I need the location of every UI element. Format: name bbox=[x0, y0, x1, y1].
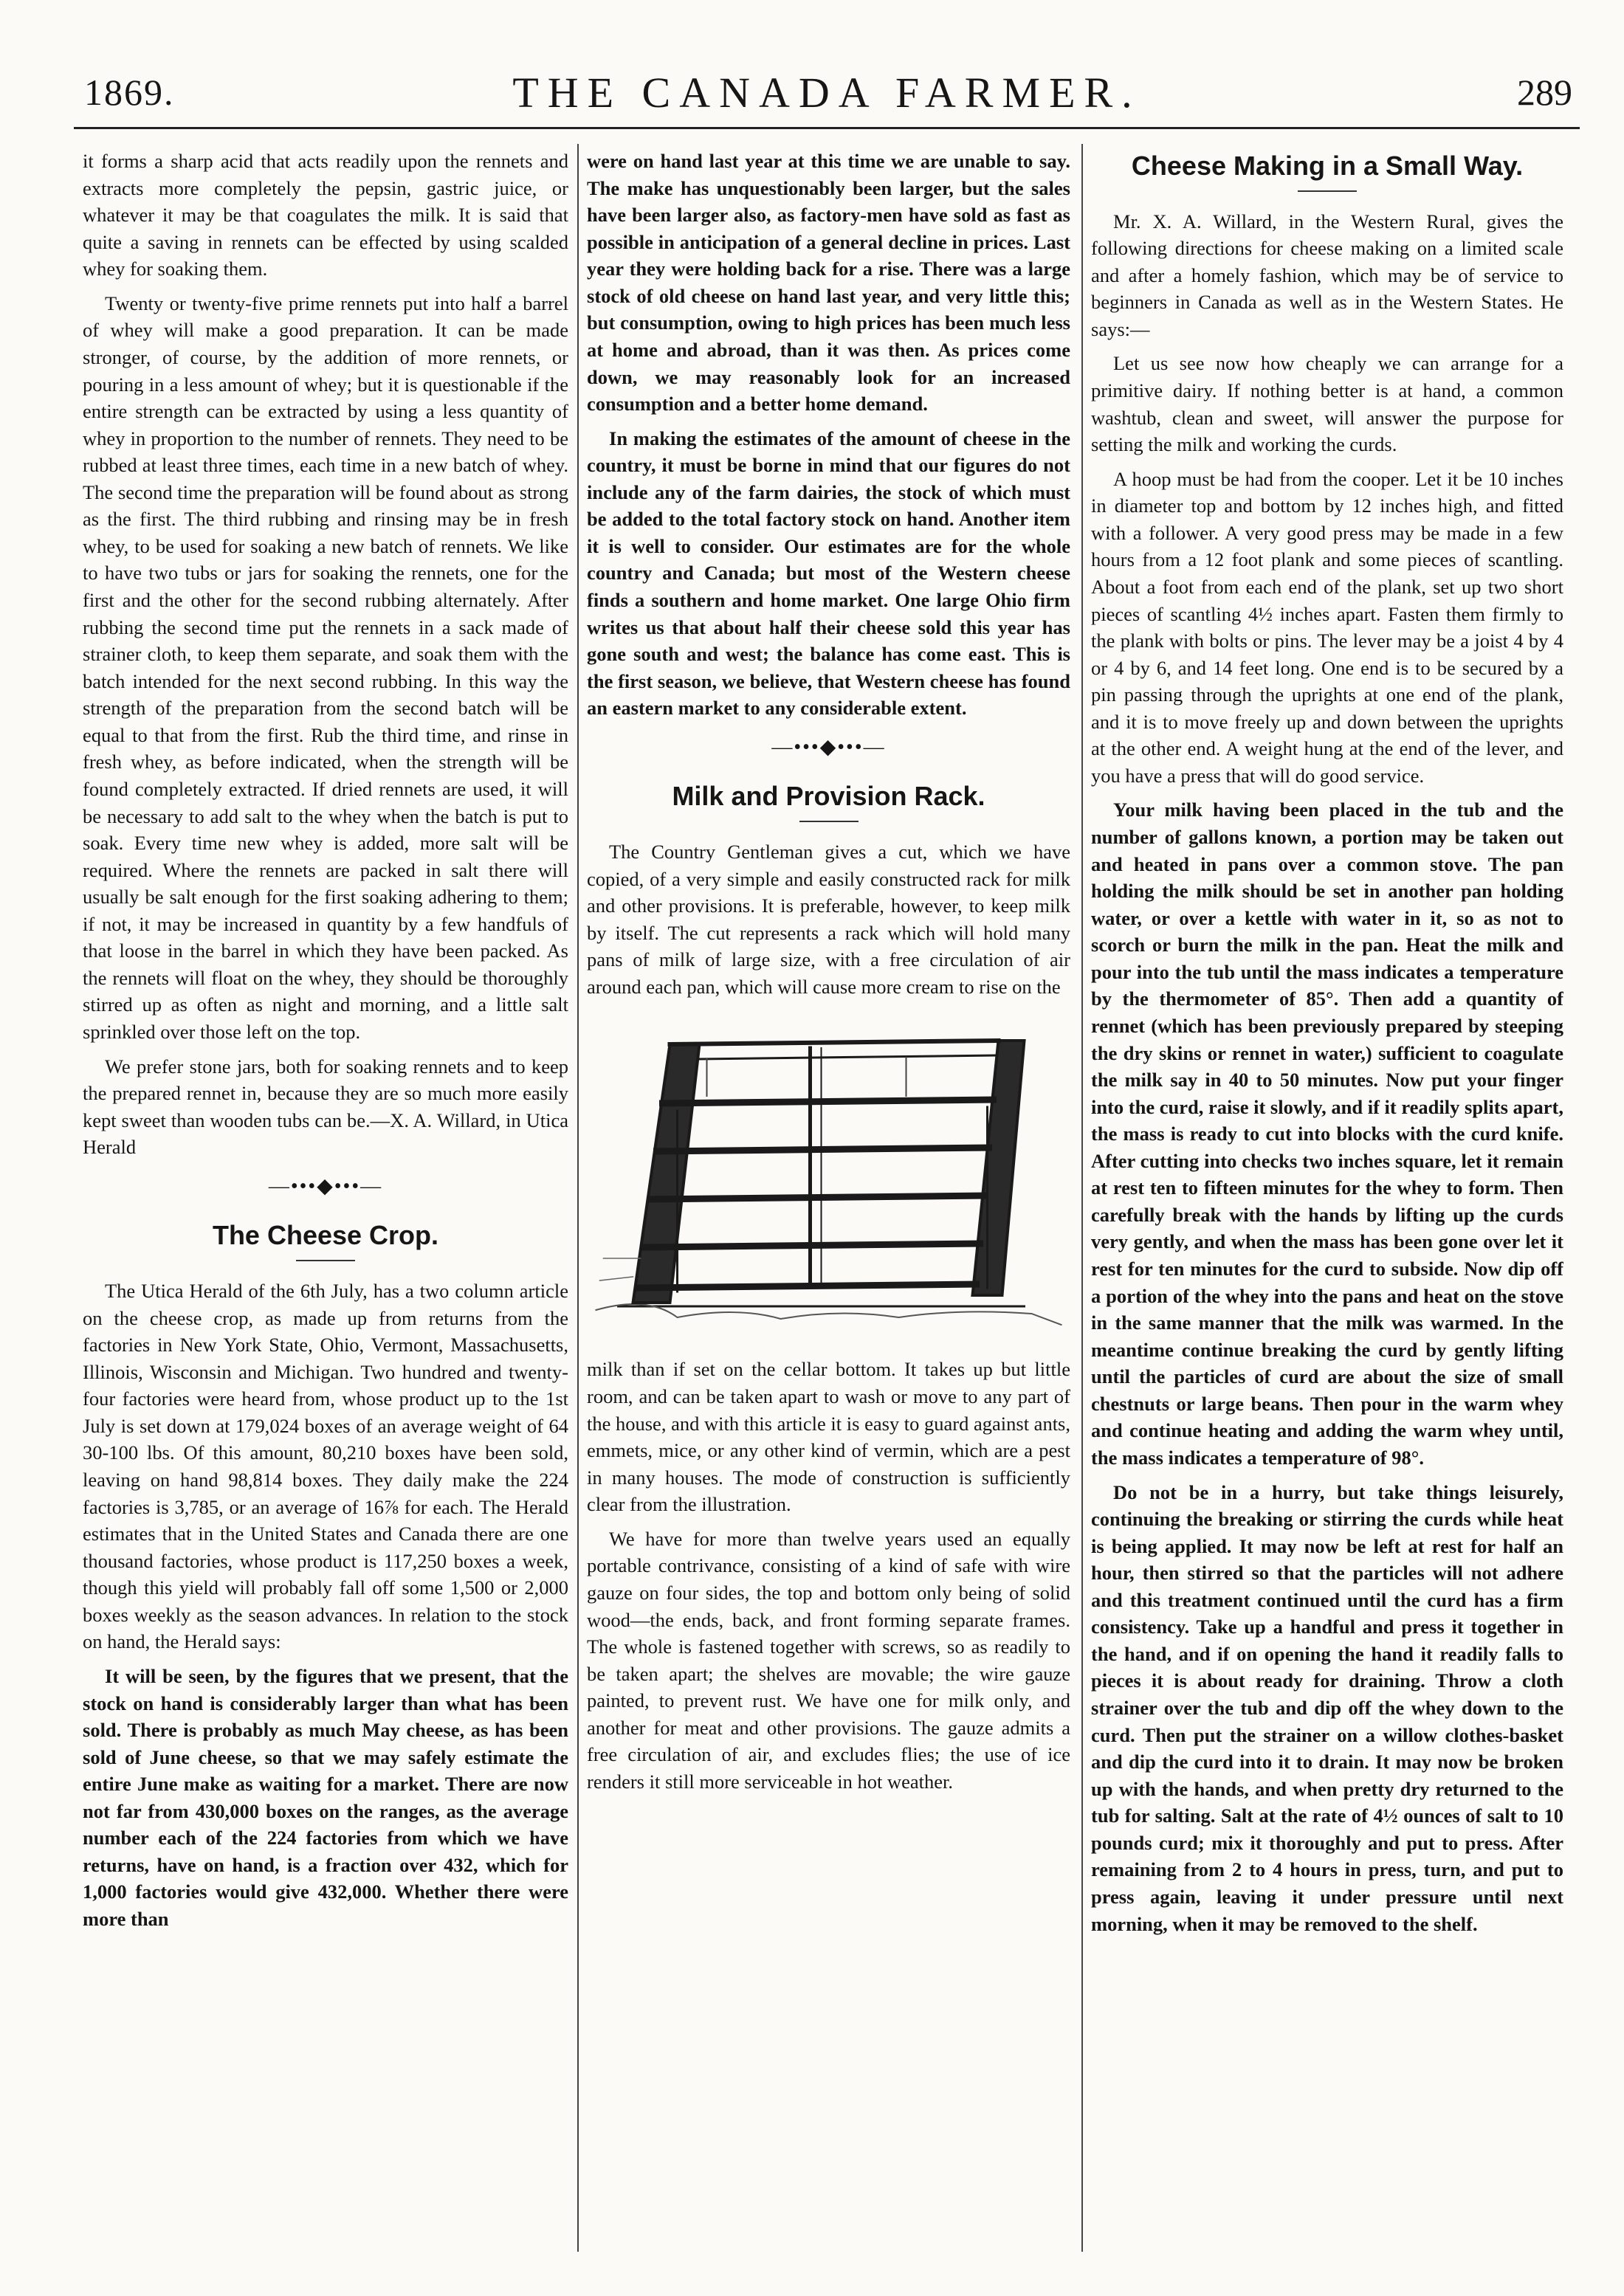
article-paragraph: Do not be in a hurry, but take things leisurely, continuing the breaking or stirring the curds while heat is being applied. It may now be left at rest for half an hour, then stirred so that the particles will not adhere and this treatment continued until the curd has a firm consistency. Take up a handful and press it together in the hand, and if on opening the hand it readily falls to pieces it is about ready for draining. Throw a cloth strainer over the tub and dip off the whey down to the curd. Then put the strainer on a willow clothes-basket and dip the curd into it to drain. It may now be broken up with the hands, and when pretty dry returned to the tub for salting. Salt at the rate of 4½ ounces of salt to 10 pounds curd; mix it thoroughly and put to press. After remaining from 2 to 4 hours in press, turn, and put to press again, leaving it under pressure until next morning, when it may be removed to the shelf. bbox=[1091, 1480, 1563, 1935]
column-divider bbox=[1081, 144, 1083, 2252]
heading-cheese-crop: The Cheese Crop. bbox=[212, 1220, 439, 1251]
heading-milk-rack: Milk and Provision Rack. bbox=[672, 781, 985, 812]
section-ornament: —•••◆•••— bbox=[268, 1174, 383, 1198]
article-paragraph: The Country Gentleman gives a cut, which we have copied, of a very simple and easily constructed rack for milk and other provisions. It is preferable, however, to keep milk by itself. The cut represents a rack which will hold many pans of milk of large size, with a free circulation of air around each pan, which will cause more cream to rise on the bbox=[587, 841, 1070, 998]
column-divider bbox=[577, 144, 579, 2252]
article-paragraph: were on hand last year at this time we are unable to say. The make has unquestionably been larger, but the sales have been larger also, as factory-men have sold as fast as possible in anticipation of a general decline in prices. Last year they were holding back for a rise. There was a large stock of old cheese on hand last year, and very little this; but consumption, owing to high prices has been much less at home and abroad, than it was then. As prices come down, we may reasonably look for an increased consumption and a better home demand. bbox=[587, 150, 1070, 416]
heading-rule bbox=[799, 821, 859, 822]
article-paragraph: Your milk having been placed in the tub and the number of gallons known, a portion may be taken out and heated in pans over a common stove. The pan holding the milk should be set in another pan holding water, or over a kettle with water in it, so as not to scorch or burn the milk in the pan. Heat the milk and pour into the tub until the mass indicates a temperature by the thermometer of 85°. Then add a quantity of rennet (which has been previously prepared by steeping the dry skins or rennet in water,) sufficient to coagulate the milk say in 40 to 50 minutes. Now put your finger into the curd, raise it slowly, and if it readily splits apart, the mass is ready to cut into blocks with the curd knife. After cutting into checks two inches square, let it remain at rest ten to fifteen minutes for the whey to form. Then carefully break with the hands by lifting up the curds very gently, and when the mass has been gone over let it rest for ten minutes for the curd to subside. Now dip off a portion of the whey into the pans and heat on the stove in the same manner that the milk was warmed. In the meantime continue breaking the curd by gently lifting until the particles of curd are about the size of small chestnuts or large beans. Then pour in the warm whey and continue heating and adding the warm whey until, the mass indicates a temperature of 98°. bbox=[1091, 799, 1563, 1469]
milk-rack-engraving bbox=[587, 1015, 1070, 1340]
article-paragraph: The Utica Herald of the 6th July, has a two column article on the cheese crop, as made up from returns from the factories in New York State, Ohio, Vermont, Massachusetts, Illinois, Wisconsin and Michigan. Two hundred and twenty-four factories were heard from, whose product up to the 1st July is set down at 179,024 boxes of an average weight of 64 30-100 lbs. Of this amount, 80,210 boxes have been sold, leaving on hand 98,814 boxes. They daily make the 224 factories is 3,785, or an average of 16⅞ for each. The Herald estimates that in the United States and Canada there are one thousand factories, whose product is 117,250 boxes a week, though this yield will probably fall off some 1,500 or 2,000 boxes weekly as the season advances. In relation to the stock on hand, the Herald says: bbox=[83, 1280, 568, 1653]
article-paragraph: Let us see now how cheaply we can arrange for a primitive dairy. If nothing better is at hand, a common washtub, clean and sweet, will answer the purpose for setting the milk and working the curds. bbox=[1091, 352, 1563, 456]
column-left bbox=[83, 148, 568, 2252]
article-paragraph: A hoop must be had from the cooper. Let it be 10 inches in diameter top and bottom by 12 inches high, and fitted with a follower. A very good press may be made in a few hours from a 12 foot plank and some pieces of scantling. About a foot from each end of the plank, set up two short pieces of scantling 4½ inches apart. Fasten them firmly to the plank with bolts or pins. The lever may be a joist 4 by 4 or 4 by 6, and 14 feet long. One end is to be secured by a pin passing through the uprights at one end of the plank, and it is to move freely up and down between the uprights at the other end. A weight hung at the end of the lever, and you have a press that will do good service. bbox=[1091, 467, 1563, 787]
article-paragraph: Twenty or twenty-five prime rennets put into half a barrel of whey will make a good preparation. It can be made stronger, of course, by the addition of more rennets, or pouring in a less amount of whey; but it is questionable if the entire strength can be extracted by using a less quantity of whey in proportion to the number of rennets. They need to be rubbed at least three times, each time in a new batch of whey. The second time the preparation will be found about as strong as the first. The third rubbing and rinsing may be in fresh whey, to be used for soaking a new batch of rennets. We like to have two tubs or jars for soaking the rennets, one for the first and the other for the second rubbing alternately. After rubbing the second time put the rennets in a sack made of strainer cloth, to keep them separate, and soak them with the batch intended for the next second rubbing. In this way the strength of the preparation from the second batch will be equal to that from the first. Rub the third time, and rinse in fresh whey, as before indicated, when the strength will be found completely extracted. If dried rennets are used, it will be necessary to add salt to the whey when the batch is put to soak. Every time new whey is added, more salt will be required. Where the rennets are packed in salt there will usually be salt enough for the first soaking adhering to them; if not, it may be increased in quantity by a few handfuls of that loose in the barrel in which they have been packed. As the rennets will float on the whey, they should be thoroughly stirred up as often as night and morning, and a little salt sprinkled over those left on the top. bbox=[83, 292, 568, 1043]
masthead bbox=[74, 61, 1580, 129]
heading-cheese-making: Cheese Making in a Small Way. bbox=[1131, 151, 1524, 181]
article-paragraph: milk than if set on the cellar bottom. It takes up but little room, and can be taken apart to wash or move to any part of the house, and with this article it is easy to guard against ants, emmets, mice, or any other kind of vermin, which are a pest in many houses. The mode of construction is sufficiently clear from the illustration. bbox=[587, 1358, 1070, 1516]
page-number: 289 bbox=[1517, 72, 1572, 113]
article-paragraph: It will be seen, by the figures that we present, that the stock on hand is considerably larger than what has been sold. There is probably as much May cheese, as has been sold of June cheese, so that we may safely estimate the entire June make as waiting for a market. There are now not far from 430,000 boxes on the ranges, as the average number each of the 224 factories from which we have returns, have on hand, is a fraction over 432, which for 1,000 factories would give 432,000. Whether there were more than bbox=[83, 1664, 568, 1931]
newspaper-title: THE CANADA FARMER. bbox=[512, 69, 1141, 117]
heading-rule bbox=[1298, 190, 1357, 192]
issue-year: 1869. bbox=[84, 72, 175, 113]
article-paragraph: We have for more than twelve years used an equally portable contrivance, consisting of a kind of safe with wire gauze on four sides, the top and bottom only being of solid wood—the ends, back, and front forming separate frames. The whole is fastened together with screws, so as readily to be taken apart; the shelves are movable; the wire gauze painted, to prevent rust. We have one for milk only, and another for meat and other provisions. The gauze admits a free circulation of air, and excludes flies; the use of ice renders it still more serviceable in hot weather. bbox=[587, 1527, 1070, 1793]
article-paragraph: We prefer stone jars, both for soaking rennets and to keep the prepared rennet in, because they are so much more easily kept sweet than wooden tubs can be.—X. A. Willard, in Utica Herald bbox=[83, 1055, 568, 1159]
section-ornament: —•••◆•••— bbox=[771, 735, 886, 759]
article-paragraph: it forms a sharp acid that acts readily upon the rennets and extracts more completely the pepsin, gastric juice, or whatever it may be that coagulates the milk. It is said that quite a saving in rennets can be effected by using scalded whey for soaking them. bbox=[83, 150, 568, 280]
article-paragraph: In making the estimates of the amount of cheese in the country, it must be borne in mind that our figures do not include any of the farm dairies, the stock of which must be added to the total factory stock on hand. Another item it is well to consider. Our estimates are for the whole country and Canada; but most of the Western cheese finds a southern and home market. One large Ohio firm writes us that about half their cheese sold this year has gone south and west; the balance has come east. This is the first season, we believe, that Western cheese has found an eastern market to any considerable extent. bbox=[587, 427, 1070, 720]
milk-rack-illustration bbox=[587, 1015, 1070, 1340]
column-right bbox=[1091, 148, 1563, 2252]
heading-rule bbox=[296, 1260, 355, 1261]
column-middle bbox=[587, 148, 1070, 2252]
article-paragraph: Mr. X. A. Willard, in the Western Rural, gives the following directions for cheese making on a limited scale and after a homely fashion, which may be of service to beginners in Canada as well as in the Western States. He says:— bbox=[1091, 210, 1563, 340]
